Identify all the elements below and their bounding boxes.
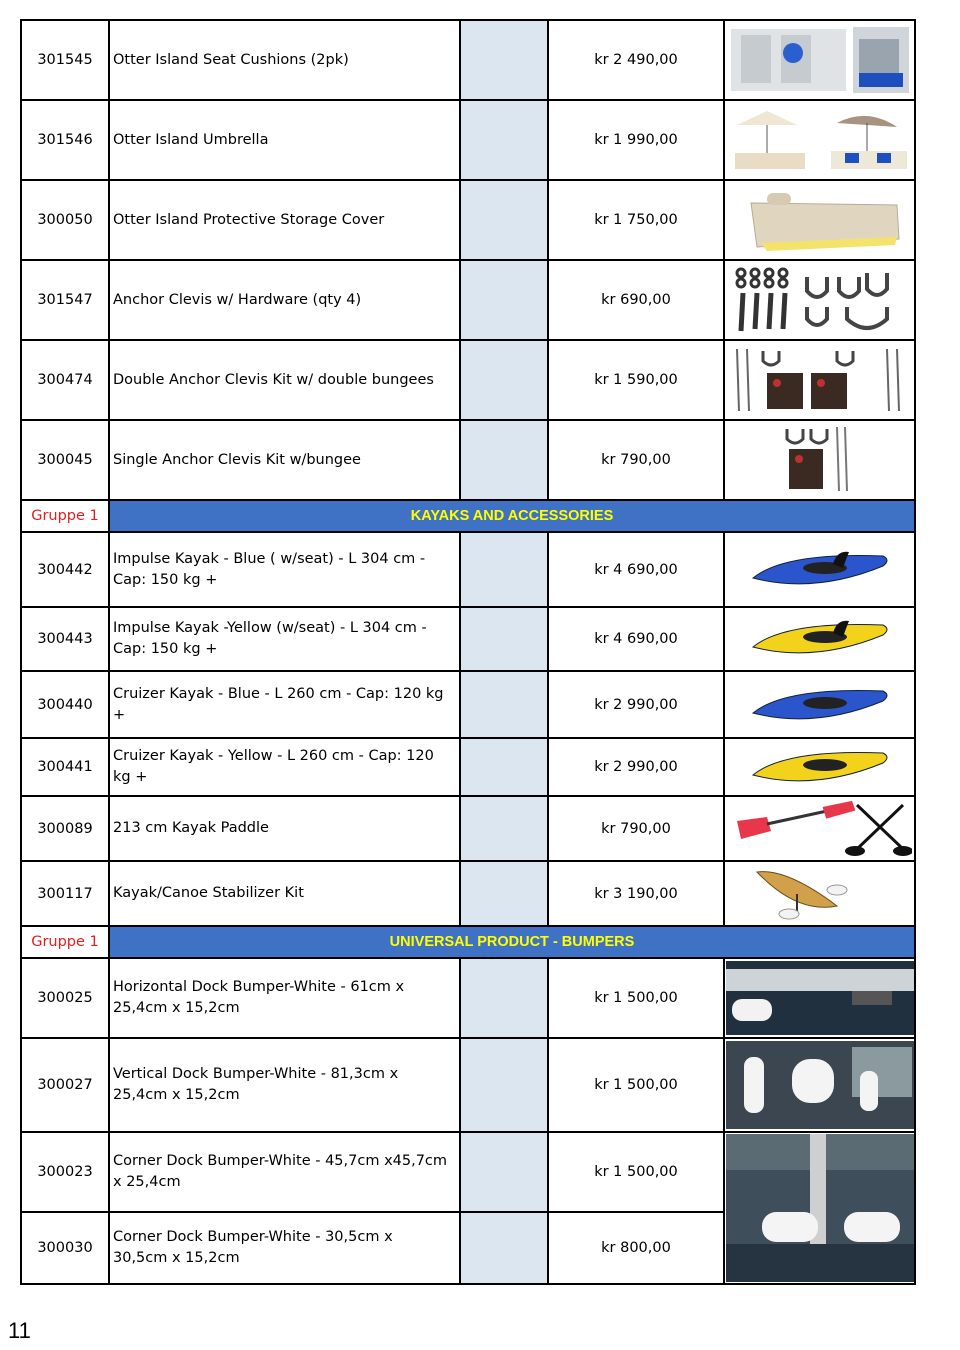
sku-cell: 300117 <box>21 861 109 926</box>
quantity-cell[interactable] <box>460 958 548 1038</box>
section-header-row <box>21 500 915 532</box>
price-cell: kr 1 500,00 <box>548 958 724 1038</box>
sku-cell: 300045 <box>21 420 109 500</box>
product-table <box>20 19 916 1285</box>
description-cell: Impulse Kayak -Yellow (w/seat) - L 304 cm - Cap: 150 kg + <box>109 607 460 671</box>
section-header-row <box>21 926 915 958</box>
description-cell: 213 cm Kayak Paddle <box>109 796 460 861</box>
sku-cell: 300443 <box>21 607 109 671</box>
price-cell: kr 790,00 <box>548 420 724 500</box>
group-label: Gruppe 1 <box>21 926 109 958</box>
description-cell: Single Anchor Clevis Kit w/bungee <box>109 420 460 500</box>
quantity-cell[interactable] <box>460 1212 548 1284</box>
quantity-cell[interactable] <box>460 100 548 180</box>
seat-cushions-image <box>725 23 914 97</box>
product-row <box>21 260 915 340</box>
sku-cell: 300474 <box>21 340 109 420</box>
price-cell: kr 800,00 <box>548 1212 724 1284</box>
quantity-cell[interactable] <box>460 607 548 671</box>
product-image <box>724 1038 915 1132</box>
product-image <box>724 958 915 1038</box>
description-cell: Impulse Kayak - Blue ( w/seat) - L 304 cm - Cap: 150 kg + <box>109 532 460 607</box>
horizontal-bumper-image <box>725 961 914 1035</box>
kayak-blue-image <box>725 677 914 733</box>
quantity-cell[interactable] <box>460 671 548 738</box>
product-image <box>724 340 915 420</box>
product-row <box>21 180 915 260</box>
quantity-cell[interactable] <box>460 20 548 100</box>
product-row <box>21 340 915 420</box>
product-row <box>21 796 915 861</box>
price-cell: kr 2 990,00 <box>548 671 724 738</box>
price-cell: kr 1 750,00 <box>548 180 724 260</box>
quantity-cell[interactable] <box>460 1132 548 1212</box>
product-row <box>21 958 915 1038</box>
quantity-cell[interactable] <box>460 420 548 500</box>
description-cell: Double Anchor Clevis Kit w/ double bungees <box>109 340 460 420</box>
page-number: 11 <box>8 1318 31 1343</box>
vertical-bumper-image <box>725 1041 914 1129</box>
quantity-cell[interactable] <box>460 532 548 607</box>
product-image <box>724 260 915 340</box>
quantity-cell[interactable] <box>460 861 548 926</box>
description-cell: Kayak/Canoe Stabilizer Kit <box>109 861 460 926</box>
sku-cell: 300089 <box>21 796 109 861</box>
storage-cover-image <box>725 183 914 257</box>
description-cell: Anchor Clevis w/ Hardware (qty 4) <box>109 260 460 340</box>
price-cell: kr 2 490,00 <box>548 20 724 100</box>
quantity-cell[interactable] <box>460 1038 548 1132</box>
description-cell: Otter Island Seat Cushions (2pk) <box>109 20 460 100</box>
sku-cell: 300025 <box>21 958 109 1038</box>
quantity-cell[interactable] <box>460 738 548 796</box>
product-image <box>724 1132 915 1284</box>
sku-cell: 300027 <box>21 1038 109 1132</box>
product-row <box>21 1132 915 1212</box>
product-row <box>21 1038 915 1132</box>
description-cell: Otter Island Protective Storage Cover <box>109 180 460 260</box>
double-anchor-kit-image <box>725 343 914 417</box>
sku-cell: 300050 <box>21 180 109 260</box>
quantity-cell[interactable] <box>460 260 548 340</box>
sku-cell: 300023 <box>21 1132 109 1212</box>
quantity-cell[interactable] <box>460 340 548 420</box>
product-image <box>724 532 915 607</box>
description-cell: Vertical Dock Bumper-White - 81,3cm x 25,4cm x 15,2cm <box>109 1038 460 1132</box>
sku-cell: 300030 <box>21 1212 109 1284</box>
kayak-yellow-seat-image <box>725 611 914 667</box>
corner-bumper-image <box>725 1134 914 1282</box>
product-image <box>724 20 915 100</box>
price-cell: kr 690,00 <box>548 260 724 340</box>
section-title: UNIVERSAL PRODUCT - BUMPERS <box>109 926 915 958</box>
sku-cell: 301547 <box>21 260 109 340</box>
price-cell: kr 1 990,00 <box>548 100 724 180</box>
product-row <box>21 671 915 738</box>
description-cell: Horizontal Dock Bumper-White - 61cm x 25,4cm x 15,2cm <box>109 958 460 1038</box>
product-image <box>724 420 915 500</box>
description-cell: Otter Island Umbrella <box>109 100 460 180</box>
description-cell: Cruizer Kayak - Blue - L 260 cm - Cap: 120 kg + <box>109 671 460 738</box>
description-cell: Cruizer Kayak - Yellow - L 260 cm - Cap: 120 kg + <box>109 738 460 796</box>
section-title: KAYAKS AND ACCESSORIES <box>109 500 915 532</box>
price-cell: kr 4 690,00 <box>548 532 724 607</box>
product-image <box>724 738 915 796</box>
price-cell: kr 790,00 <box>548 796 724 861</box>
price-cell: kr 1 500,00 <box>548 1038 724 1132</box>
kayak-blue-seat-image <box>725 542 914 598</box>
sku-cell: 301546 <box>21 100 109 180</box>
price-cell: kr 1 500,00 <box>548 1132 724 1212</box>
anchor-clevis-image <box>725 263 914 337</box>
kayak-paddle-image <box>725 799 914 859</box>
group-label: Gruppe 1 <box>21 500 109 532</box>
quantity-cell[interactable] <box>460 796 548 861</box>
product-row <box>21 532 915 607</box>
product-row <box>21 607 915 671</box>
product-image <box>724 607 915 671</box>
price-cell: kr 3 190,00 <box>548 861 724 926</box>
quantity-cell[interactable] <box>460 180 548 260</box>
product-row <box>21 420 915 500</box>
sku-cell: 301545 <box>21 20 109 100</box>
product-image <box>724 180 915 260</box>
product-row <box>21 100 915 180</box>
sku-cell: 300441 <box>21 738 109 796</box>
product-image <box>724 671 915 738</box>
product-image <box>724 796 915 861</box>
kayak-yellow-image <box>725 739 914 795</box>
price-cell: kr 2 990,00 <box>548 738 724 796</box>
price-cell: kr 4 690,00 <box>548 607 724 671</box>
product-row <box>21 738 915 796</box>
sku-cell: 300440 <box>21 671 109 738</box>
description-cell: Corner Dock Bumper-White - 45,7cm x45,7cm x 25,4cm <box>109 1132 460 1212</box>
umbrella-image <box>725 103 914 177</box>
product-image <box>724 861 915 926</box>
single-anchor-kit-image <box>725 423 914 497</box>
description-cell: Corner Dock Bumper-White - 30,5cm x 30,5cm x 15,2cm <box>109 1212 460 1284</box>
product-row <box>21 20 915 100</box>
product-image <box>724 100 915 180</box>
price-cell: kr 1 590,00 <box>548 340 724 420</box>
product-row <box>21 861 915 926</box>
stabilizer-kit-image <box>725 864 914 924</box>
sku-cell: 300442 <box>21 532 109 607</box>
